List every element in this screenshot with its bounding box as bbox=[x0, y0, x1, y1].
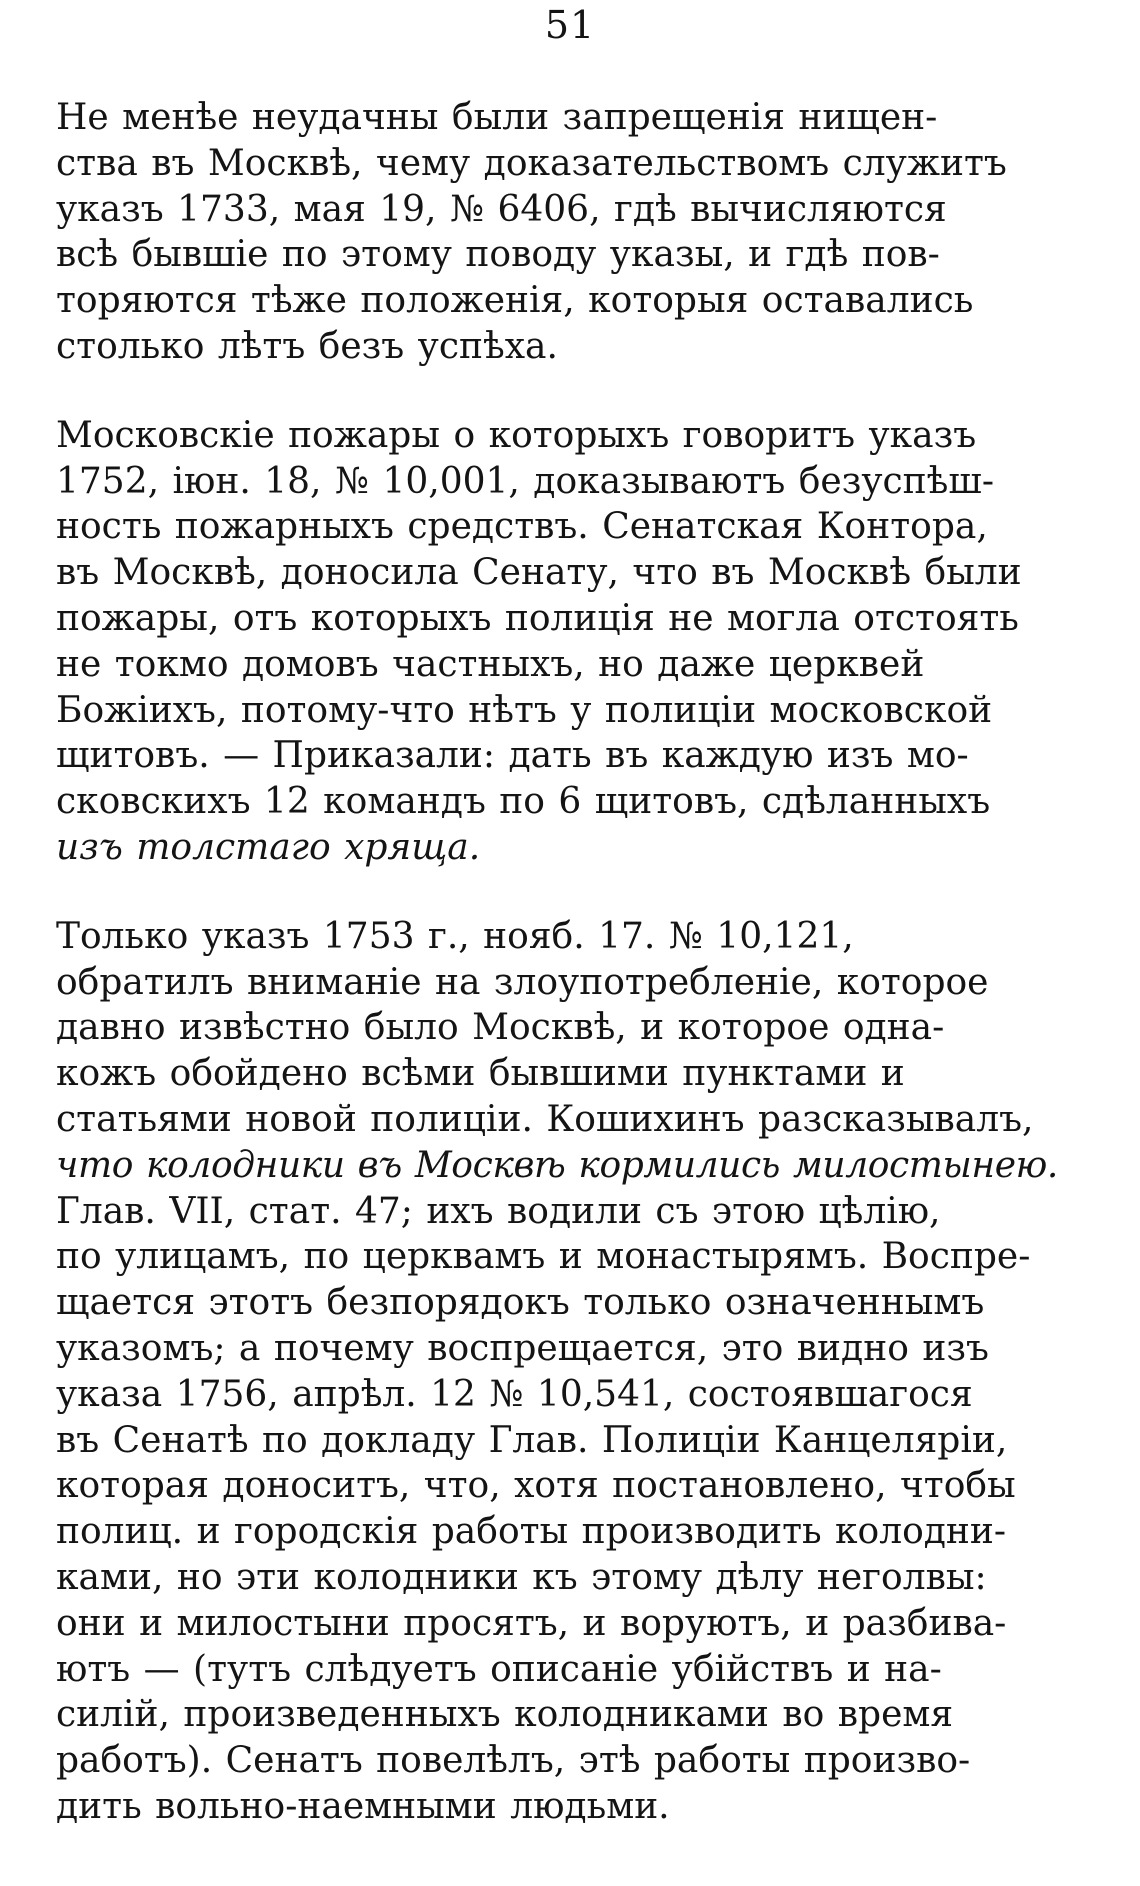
text-line: указъ 1733, мая 19, № 6406, гдѣ вычисляются bbox=[56, 188, 947, 230]
text-line: щитовъ. — Приказали: дать въ каждую изъ мо- bbox=[56, 735, 969, 777]
text-line: столько лѣтъ безъ успѣха. bbox=[56, 325, 558, 367]
text-line: Только указъ 1753 г., нояб. 17. № 10,121, bbox=[56, 915, 854, 957]
text-line: ность пожарныхъ средствъ. Сенатская Контора, bbox=[56, 506, 988, 548]
text-line: дить вольно-наемными людьми. bbox=[56, 1785, 670, 1827]
text-line: указа 1756, апрѣл. 12 № 10,541, состоявшагося bbox=[56, 1373, 973, 1415]
text-line: кожъ обойдено всѣми бывшими пунктами и bbox=[56, 1053, 905, 1095]
text-line: ками, но эти колодники къ этому дѣлу неголвы: bbox=[56, 1556, 987, 1598]
text-line: сковскихъ 12 командъ по 6 щитовъ, сдѣланныхъ bbox=[56, 781, 991, 823]
text-line: силій, произведенныхъ колодниками во время bbox=[56, 1694, 954, 1736]
text-line: не токмо домовъ частныхъ, но даже церквей bbox=[56, 643, 925, 685]
text-line: обратилъ вниманіе на злоупотребленіе, которое bbox=[56, 961, 989, 1003]
text-line: Не менѣе неудачны были запрещенія нищен- bbox=[56, 97, 938, 138]
text-line: щается этотъ безпорядокъ только означеннымъ bbox=[56, 1282, 985, 1324]
text-line: торяются тѣже положенія, которыя оставались bbox=[56, 280, 974, 322]
text-line: пожары, отъ которыхъ полиція не могла отстоять bbox=[56, 597, 1019, 639]
text-line: указомъ; а почему воспрещается, это видно изъ bbox=[56, 1327, 989, 1369]
text-line: по улицамъ, по церквамъ и монастырямъ. Воспре- bbox=[56, 1236, 1031, 1278]
text-line: Божіихъ, потому-что нѣтъ у полиціи московской bbox=[56, 689, 993, 731]
text-line: всѣ бывшіе по этому поводу указы, и гдѣ пов- bbox=[56, 234, 940, 276]
text-line: Московскіе пожары о которыхъ говоритъ указъ bbox=[56, 414, 977, 456]
paragraph-1 bbox=[56, 95, 1066, 370]
text-line: полиц. и городскія работы производить колодни- bbox=[56, 1511, 1007, 1553]
text-line: 1752, іюн. 18, № 10,001, доказываютъ безуспѣш- bbox=[56, 460, 995, 502]
paragraph-2 bbox=[56, 413, 1066, 871]
text-line: въ Сенатѣ по докладу Глав. Полиціи Канцеляріи, bbox=[56, 1419, 1008, 1461]
text-line: статьями новой полиціи. Кошихинъ разсказывалъ, bbox=[56, 1098, 1034, 1140]
page-number: 51 bbox=[544, 3, 596, 47]
text-line: давно извѣстно было Москвѣ, и которое одна- bbox=[56, 1007, 945, 1049]
text-line: изъ толстаго хряща. bbox=[56, 826, 481, 868]
text-line: Глав. VII, стат. 47; ихъ водили съ этою цѣлію, bbox=[56, 1190, 941, 1232]
text-line: ства въ Москвѣ, чему доказательствомъ служитъ bbox=[56, 142, 1007, 184]
text-line: что колодники въ Москвѣ кормились милостынею. bbox=[56, 1144, 1058, 1186]
text-line: ютъ — (тутъ слѣдуетъ описаніе убійствъ и на- bbox=[56, 1648, 942, 1690]
paragraph-3 bbox=[56, 914, 1066, 1830]
text-line: которая доноситъ, что, хотя постановлено, чтобы bbox=[56, 1465, 1016, 1507]
page-body bbox=[56, 95, 1066, 1830]
text-line: въ Москвѣ, доносила Сенату, что въ Москвѣ были bbox=[56, 552, 1022, 594]
text-line: работъ). Сенатъ повелѣлъ, этѣ работы произво- bbox=[56, 1740, 971, 1782]
text-line: они и милостыни просятъ, и воруютъ, и разбива- bbox=[56, 1602, 1007, 1644]
